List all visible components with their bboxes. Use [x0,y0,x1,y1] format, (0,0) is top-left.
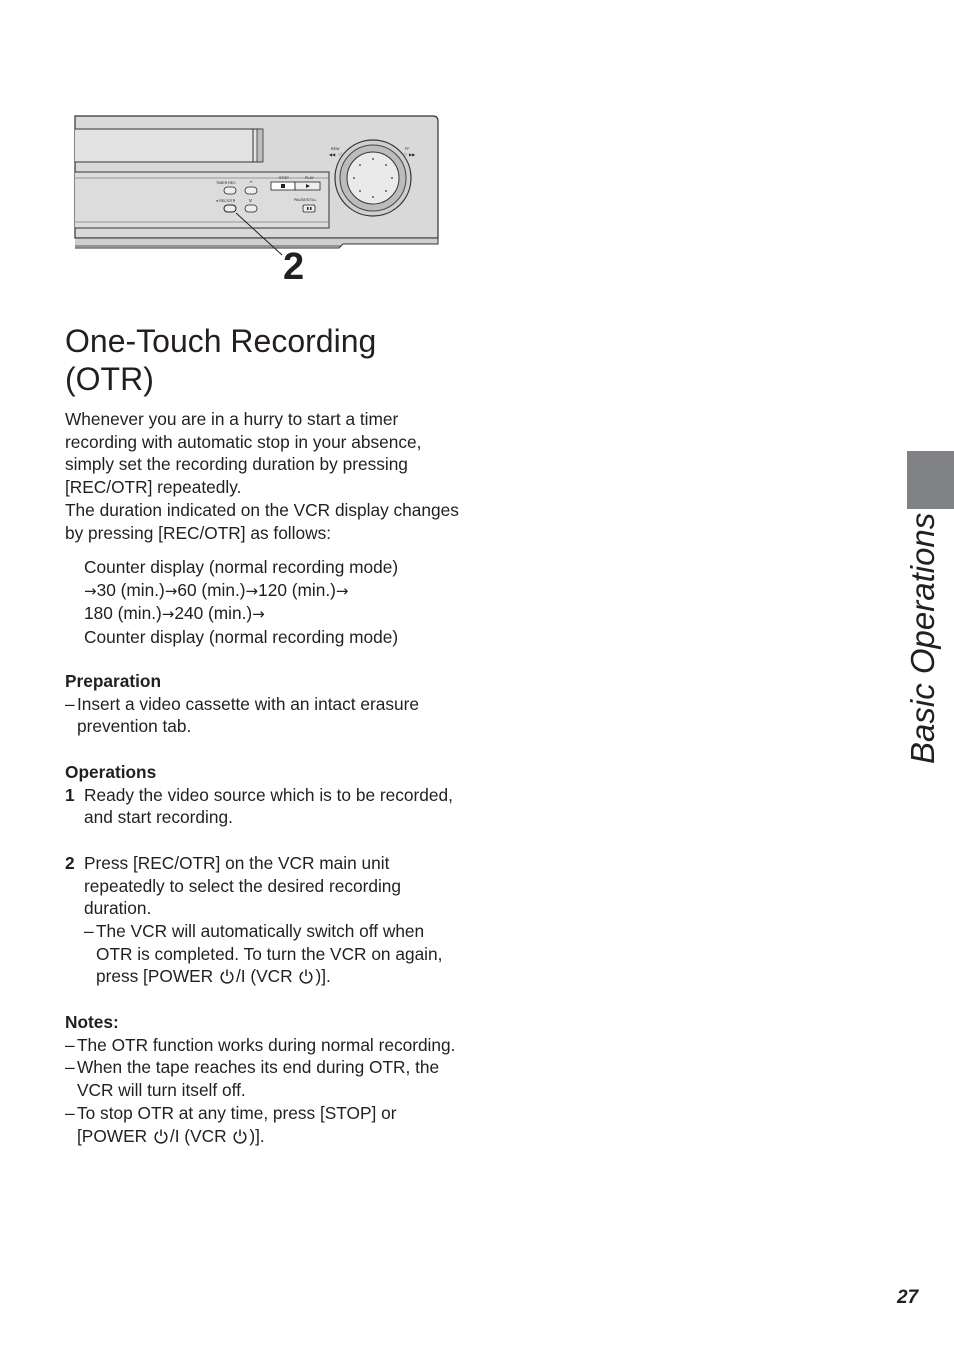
notes-heading: Notes: [65,1012,119,1032]
duration-240: 240 (min.) [174,603,253,624]
rec-otr-label: ● REC/OTR [216,199,236,203]
section-tab-marker [907,451,954,509]
svg-text:^: ^ [249,181,254,187]
stop-label: STOP [279,176,289,180]
power-icon [219,968,235,984]
preparation-item: – Insert a video cassette with an intact erasure prevention tab. [65,693,419,737]
duration-sequence [84,556,464,649]
duration-180: 180 (min.) [84,603,162,624]
operation-step: 2 Press [REC/OTR] on the VCR main unit repeatedly to select the desired recording duration. [65,852,402,919]
arrow-icon: → [335,581,349,600]
pause-still-label: PAUSE/STILL [294,198,317,202]
sequence-line: Counter display (normal recording mode) [84,557,399,577]
section-side-label: Basic Operations [904,512,941,764]
sequence-line: Counter display (normal recording mode) [84,627,399,648]
preparation-section [65,670,465,738]
rec-otr-button [224,205,236,212]
operation-step: 1 Ready the video source which is to be recorded, and start recording. [65,784,453,828]
ff-label: FF [405,147,410,151]
pause-still-key [303,205,315,212]
notes-section [65,1011,465,1147]
duration-60: 60 (min.) [177,579,246,600]
arrow-icon: → [164,581,178,600]
arrow-icon: → [84,581,97,600]
note-item: – When the tape reaches its end during OTR, the VCR will turn itself off. [65,1057,440,1101]
intro-paragraph: The duration indicated on the VCR display changes by pressing [REC/OTR] as follows: [65,499,459,543]
duration-30: 30 (min.) [96,579,165,600]
page-number: 27 [897,1287,919,1308]
note-item: – To stop OTR at any time, press [STOP] or [POWER /I (VCR )]. [65,1102,397,1146]
svg-text:v: v [249,198,252,204]
arrow-icon: → [245,581,259,600]
operations-heading: Operations [65,762,157,782]
duration-120: 120 (min.) [258,579,336,600]
preparation-heading: Preparation [65,671,162,691]
power-icon [232,1128,248,1144]
timer-rec-button [224,187,236,194]
svg-text:◀◀ 〈〈: ◀◀ 〈〈 [329,152,343,157]
intro-text [65,408,465,544]
page-title: One-Touch Recording (OTR) [65,323,377,397]
power-icon [153,1128,169,1144]
timer-rec-label: TIMER REC [216,181,236,185]
rew-label: REW [331,147,340,151]
note-item: – The OTR function works during normal recording. [65,1034,456,1055]
operation-substep: – The VCR will automatically switch off when OTR is completed. To turn the VCR on again, press [POWER /I (VCR )]. [84,920,443,987]
sequence-line [84,602,464,626]
callout-number: 2 [283,246,305,288]
svg-text:〉〉▶▶: 〉〉▶▶ [403,152,416,157]
intro-paragraph: Whenever you are in a hurry to start a timer recording with automatic stop in your absence, simply set the recording duration by pressing [REC/OTR] repeatedly. [65,409,422,498]
power-icon [298,968,314,984]
arrow-icon: → [252,605,265,624]
vcr-front-panel-illustration [73,112,441,290]
sequence-line [84,579,464,603]
arrow-icon: → [161,605,175,624]
play-label: PLAY [305,176,314,180]
operations-section [65,761,465,988]
